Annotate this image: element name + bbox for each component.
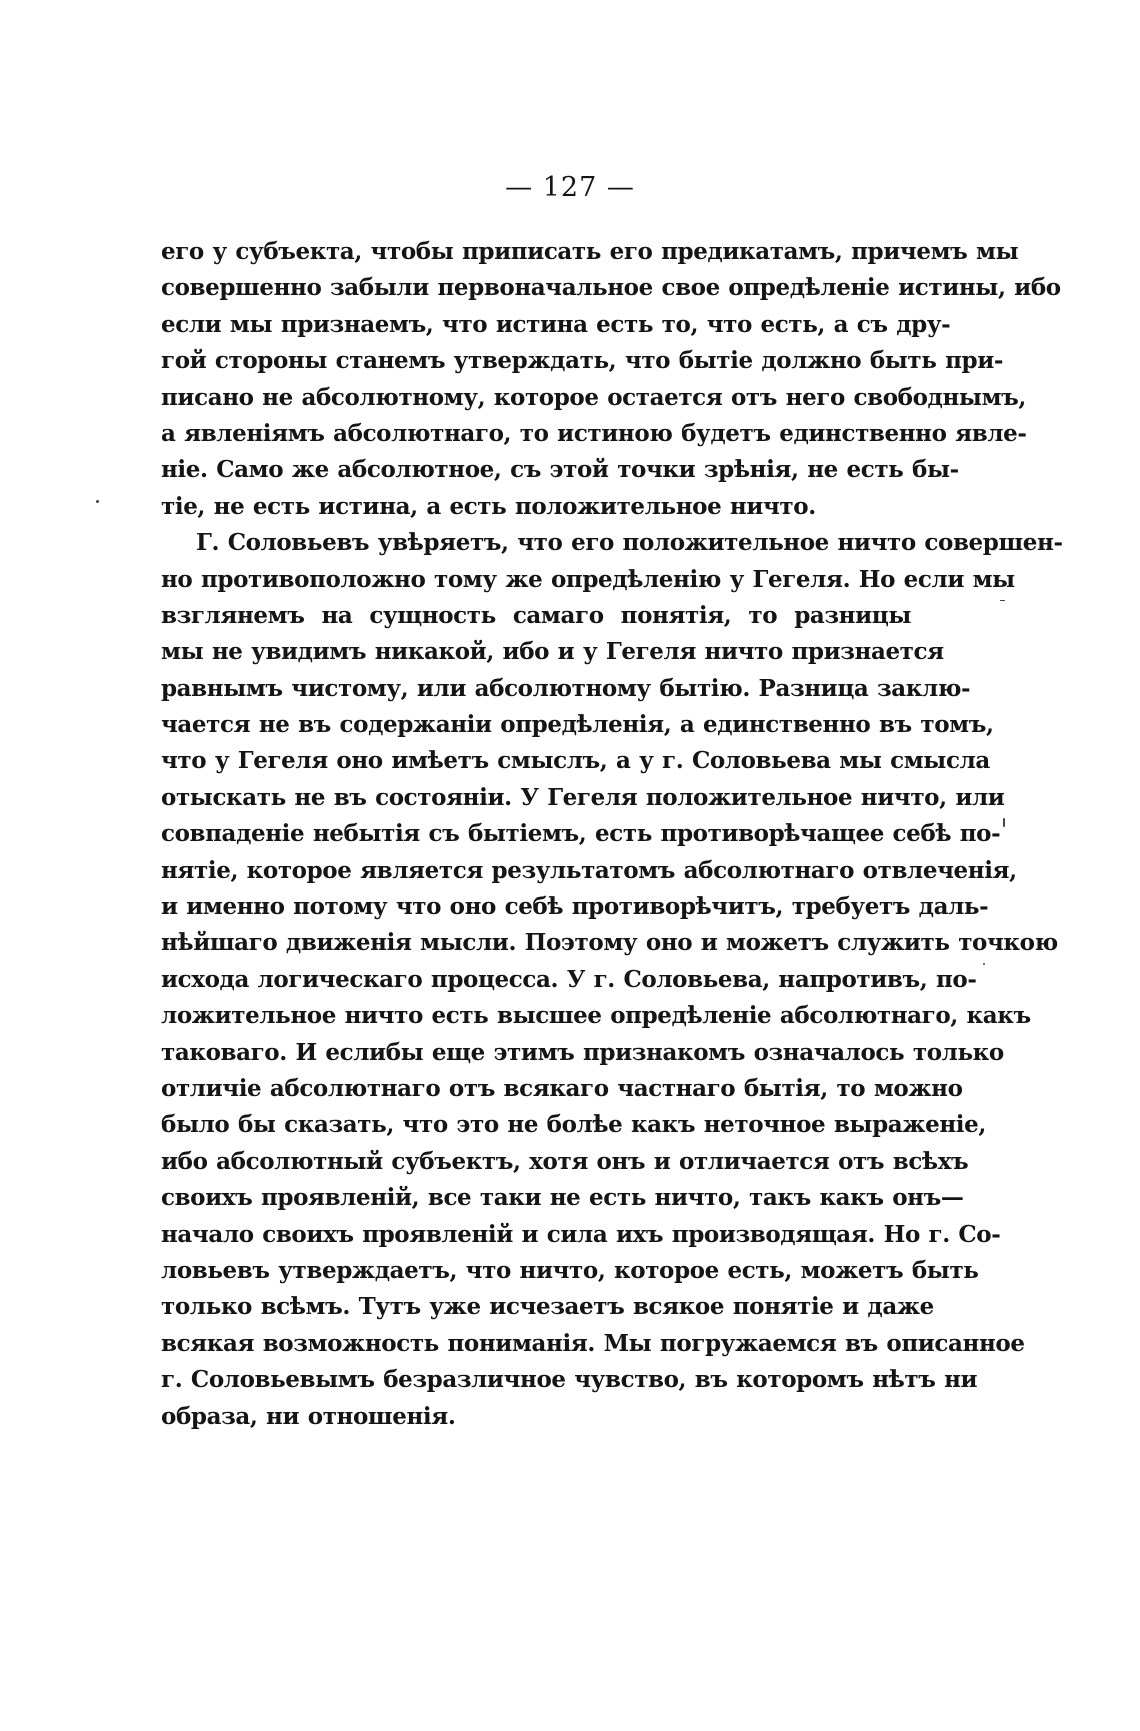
text-line: совершенно забыли первоначальное свое опредѣленіе истины, ибо xyxy=(161,274,1061,302)
text-line: если мы признаемъ, что истина есть то, что есть, а съ дру- xyxy=(161,310,951,338)
text-line: Г. Соловьевъ увѣряетъ, что его положительное ничто совершен- xyxy=(196,529,1063,557)
text-line: г. Соловьевымъ безразличное чувство, въ которомъ нѣтъ ни xyxy=(161,1366,978,1394)
text-line: было бы сказать, что это не болѣе какъ неточное выраженіе, xyxy=(161,1111,986,1139)
text-line: писано не абсолютному, которое остается отъ него свободнымъ, xyxy=(161,383,1026,411)
text-line: нѣйшаго движенія мысли. Поэтому оно и можетъ служить точкою xyxy=(161,929,1058,957)
text-line: своихъ проявленій, все таки не есть ничто, такъ какъ онъ— xyxy=(161,1184,964,1212)
text-line: что у Гегеля оно имѣетъ смыслъ, а у г. Соловьева мы смысла xyxy=(161,747,990,775)
scan-speck xyxy=(96,500,99,503)
text-line: мы не увидимъ никакой, ибо и у Гегеля ничто признается xyxy=(161,638,944,666)
page-number: — 127 — xyxy=(505,172,635,203)
text-line: нятіе, которое является результатомъ абсолютнаго отвлеченія, xyxy=(161,856,1017,884)
text-line: ловьевъ утверждаетъ, что ничто, которое есть, можетъ быть xyxy=(161,1256,979,1284)
text-line: ложительное ничто есть высшее опредѣленіе абсолютнаго, какъ xyxy=(161,1002,1031,1030)
text-line: но противоположно тому же опредѣленію у Гегеля. Но если мы xyxy=(161,565,1015,593)
text-line: гой стороны станемъ утверждать, что бытіе должно быть при- xyxy=(161,347,1004,375)
scan-speck xyxy=(983,963,985,965)
text-line: образа, ни отношенія. xyxy=(161,1402,456,1430)
text-line: начало своихъ проявленій и сила ихъ производящая. Но г. Со- xyxy=(161,1220,1001,1248)
text-line: исхода логическаго процесса. У г. Соловьева, напротивъ, по- xyxy=(161,965,977,993)
text-line: равнымъ чистому, или абсолютному бытію. Разница заклю- xyxy=(161,674,971,702)
text-line: ибо абсолютный субъектъ, хотя онъ и отличается отъ всѣхъ xyxy=(161,1147,969,1175)
body-text xyxy=(161,234,1063,1435)
paragraph-2 xyxy=(161,525,1063,1435)
text-line: всякая возможность пониманія. Мы погружаемся въ описанное xyxy=(161,1329,1025,1357)
scan-speck xyxy=(1003,818,1005,827)
paragraph-1 xyxy=(161,234,1061,525)
text-line: ніе. Само же абсолютное, съ этой точки зрѣнія, не есть бы- xyxy=(161,456,959,484)
text-line: и именно потому что оно себѣ противорѣчитъ, требуетъ даль- xyxy=(161,893,989,921)
text-line: только всѣмъ. Тутъ уже исчезаетъ всякое понятіе и даже xyxy=(161,1293,934,1321)
text-line: отличіе абсолютнаго отъ всякаго частнаго бытія, то можно xyxy=(161,1074,963,1102)
scan-speck xyxy=(1000,600,1005,601)
text-line: таковаго. И еслибы еще этимъ признакомъ означалось только xyxy=(161,1038,1004,1066)
text-line: а явленіямъ абсолютнаго, то истиною будетъ единственно явле- xyxy=(161,419,1027,447)
text-line: чается не въ содержаніи опредѣленія, а единственно въ томъ, xyxy=(161,711,994,739)
text-line: отыскать не въ состояніи. У Гегеля положительное ничто, или xyxy=(161,783,1005,811)
text-line: его у субъекта, чтобы приписать его предикатамъ, причемъ мы xyxy=(161,238,1019,265)
text-line: тіе, не есть истина, а есть положительное ничто. xyxy=(161,492,816,520)
text-line: совпаденіе небытія съ бытіемъ, есть противорѣчащее себѣ по- xyxy=(161,820,1001,848)
text-line: взглянемъ на сущность самаго понятія, то разницы xyxy=(161,601,911,629)
